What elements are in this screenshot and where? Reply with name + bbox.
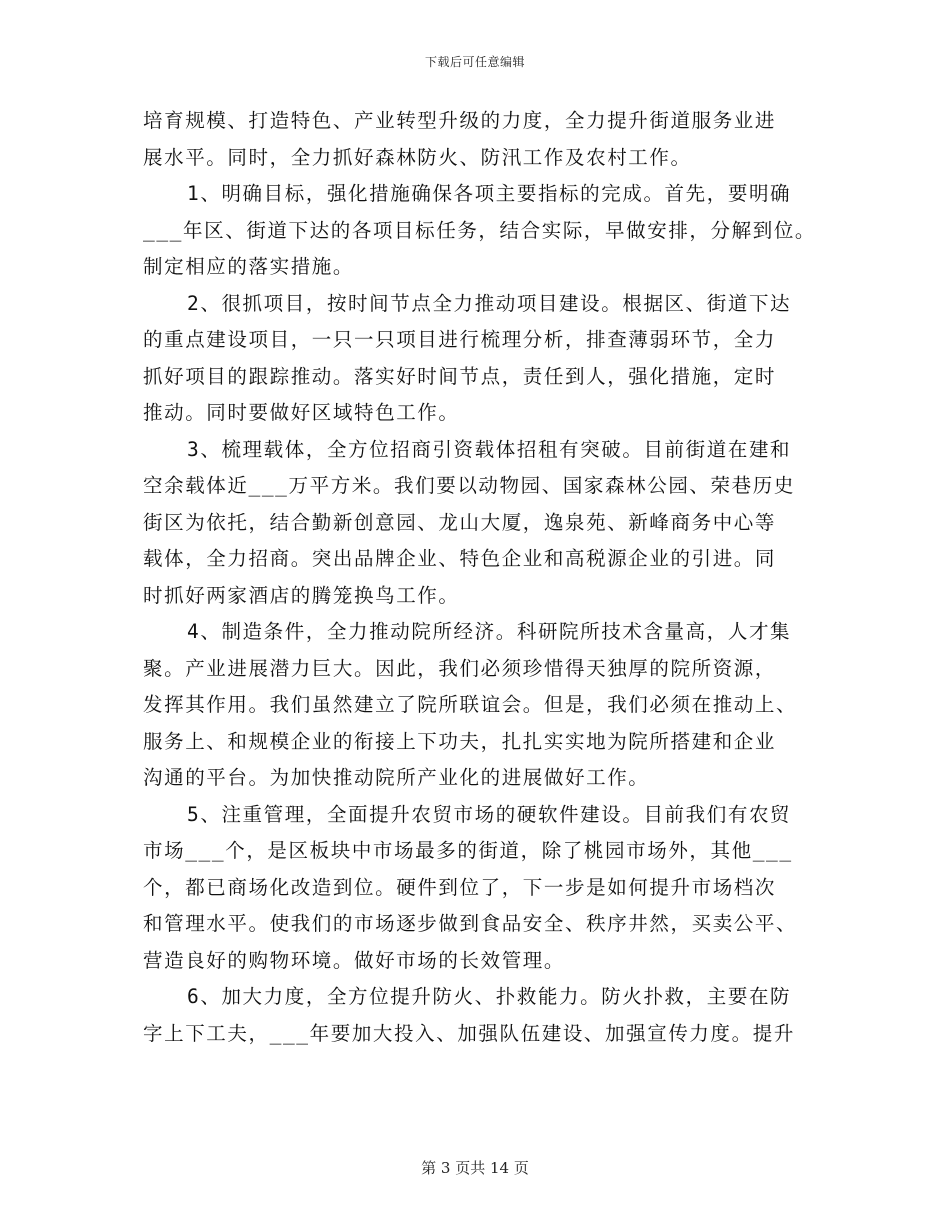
text-line: 制定相应的落实措施。 bbox=[143, 255, 355, 278]
paragraph-start-line: 3、梳理载体，全方位招商引资载体招租有突破。目前街道在建和 bbox=[187, 437, 792, 461]
page-number-footer: 第 3 页共 14 页 bbox=[421, 1159, 529, 1177]
text-line: 培育规模、打造特色、产业转型升级的力度，全力提升街道服务业进 bbox=[143, 109, 777, 132]
text-line: 沟通的平台。为加快推动院所产业化的进展做好工作。 bbox=[143, 766, 650, 789]
text-line: 服务上、和规模企业的衔接上下功夫，扎扎实实地为院所搭建和企业 bbox=[143, 729, 777, 753]
text-line: 个，都已商场化改造到位。硬件到位了，下一步是如何提升市场档次 bbox=[143, 875, 777, 899]
document-body bbox=[143, 103, 817, 1052]
text-line: 街区为依托，结合勤新创意园、龙山大厦，逸泉苑、新峰商务中心等 bbox=[143, 510, 777, 534]
text-line: 营造良好的购物环境。做好市场的长效管理。 bbox=[143, 948, 566, 972]
text-line: 展水平。同时，全力抓好森林防火、防汛工作及农村工作。 bbox=[143, 145, 692, 169]
text-line: 字上下工夫，___年要加大投入、加强队伍建设、加强宣传力度。提升 bbox=[143, 1021, 795, 1045]
text-line: 抓好项目的跟踪推动。落实好时间节点，责任到人，强化措施，定时 bbox=[143, 364, 777, 388]
paragraph-start-line: 4、制造条件，全力推动院所经济。科研院所技术含量高，人才集 bbox=[187, 620, 792, 643]
text-line: 和管理水平。使我们的市场逐步做到食品安全、秩序井然，买卖公平、 bbox=[143, 912, 798, 935]
paragraph-start-line: 2、很抓项目，按时间节点全力推动项目建设。根据区、街道下达 bbox=[187, 291, 792, 315]
text-line: 时抓好两家酒店的腾笼换鸟工作。 bbox=[143, 583, 460, 607]
page-header-note: 下载后可任意编辑 bbox=[424, 55, 525, 69]
text-line: 推动。同时要做好区域特色工作。 bbox=[143, 401, 460, 424]
paragraph-start-line: 1、明确目标，强化措施确保各项主要指标的完成。首先，要明确 bbox=[187, 182, 792, 205]
paragraph-start-line: 5、注重管理，全面提升农贸市场的硬软件建设。目前我们有农贸 bbox=[187, 802, 792, 826]
text-line: 空余载体近___万平方米。我们要以动物园、国家森林公园、荣巷历史 bbox=[143, 474, 795, 497]
text-line: 发挥其作用。我们虽然建立了院所联谊会。但是，我们必须在推动上、 bbox=[143, 693, 798, 716]
text-line: 聚。产业进展潜力巨大。因此，我们必须珍惜得天独厚的院所资源， bbox=[143, 656, 777, 680]
text-line: ___年区、街道下达的各项目标任务，结合实际，早做安排，分解到位。 bbox=[143, 218, 817, 242]
text-line: 的重点建设项目，一只一只项目进行梳理分析，排查薄弱环节，全力 bbox=[143, 328, 777, 351]
text-line: 市场___个，是区板块中市场最多的街道，除了桃园市场外，其他___ bbox=[143, 839, 793, 862]
text-line: 载体，全力招商。突出品牌企业、特色企业和高税源企业的引进。同 bbox=[143, 547, 777, 570]
paragraph-start-line: 6、加大力度，全方位提升防火、扑救能力。防火扑救，主要在防 bbox=[187, 985, 792, 1008]
